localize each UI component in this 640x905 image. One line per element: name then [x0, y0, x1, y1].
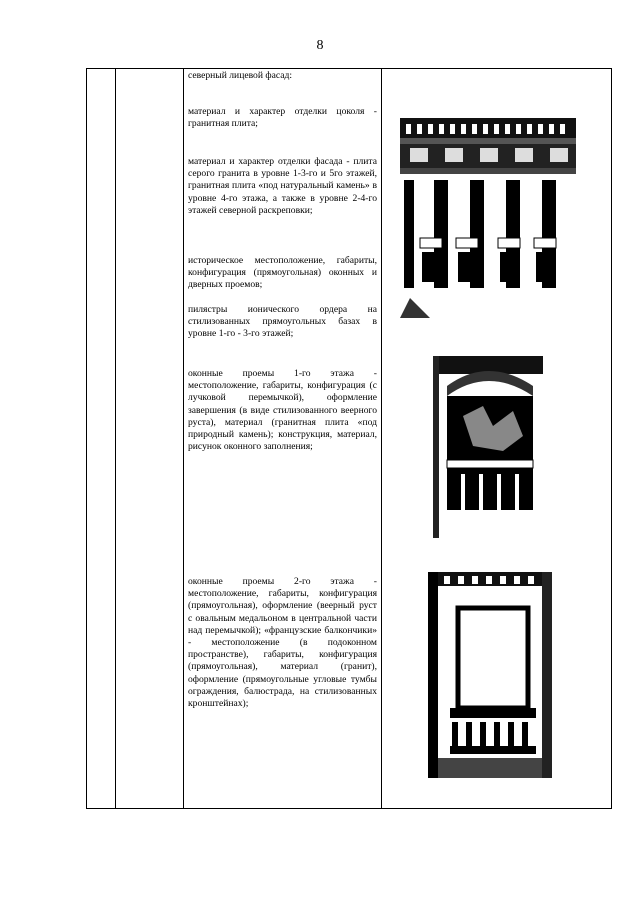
paragraph-facade-finish: материал и характер отделки фасада - плита серого гранита в уровне 1-3-го и 5го этажей, гранитная плита «под натуральный камень» в уровне 4-го этажа, а также в уровне 2-4-го этажей северной раскреповки; [188, 156, 377, 216]
paragraph-openings: историческое местоположение, габариты, конфигурация (прямоугольная) оконных и дверных проемов; [188, 255, 377, 291]
paragraph-north-facade: северный лицевой фасад: [188, 70, 293, 81]
paragraph-windows-2: оконные проемы 2-го этажа - местоположение, габариты, конфигурация (прямоугольная), оформление (веерный руст с овальным медальоном в центральной части над перемычкой); «французские балкончики» - местоположение (в подоконном пространстве), габариты, конфигурация (прямоугольная), материал (гранит), оформление (прямоугольные угловые тумбы ограждения, балюстрада, на стилизованных кронштейнах); [188, 576, 377, 710]
paragraph-pilasters: пилястры ионического ордера на стилизованных прямоугольных базах в уровне 1-го - 3-го этажей; [188, 304, 377, 340]
table-cell-empty [116, 69, 184, 809]
window-second-floor-photo [428, 572, 552, 778]
table-cell-number [87, 69, 116, 809]
page-number: 8 [316, 38, 324, 53]
paragraph-windows-1: оконные проемы 1-го этажа - местоположение, габариты, конфигурация (с лучковой перемычкой), оформление завершения (в виде стилизованного веерного руста), материал (гранитная плита «под природный камень); конструкция, материал, рисунок оконного заполнения; [188, 368, 377, 453]
facade-photo [400, 118, 576, 318]
paragraph-plinth: материал и характер отделки цоколя - гранитная плита; [188, 106, 377, 130]
window-first-floor-photo [433, 356, 543, 538]
